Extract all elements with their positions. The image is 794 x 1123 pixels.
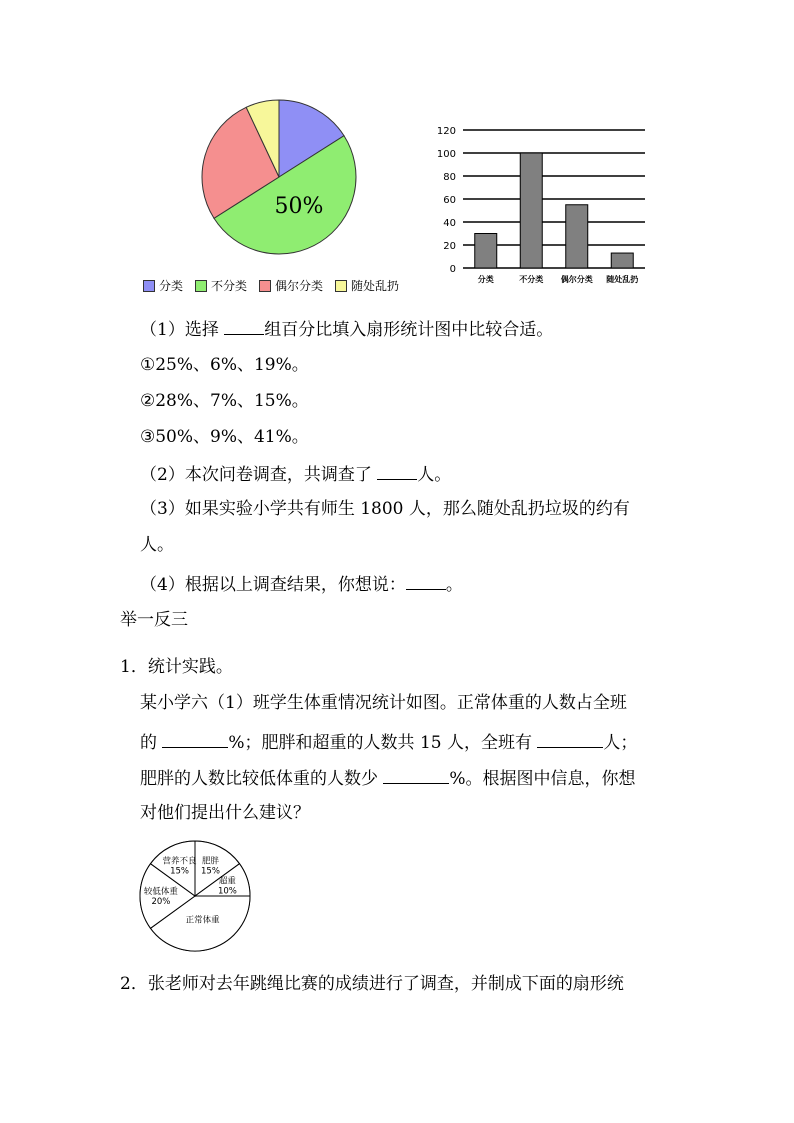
slice-value-label: 15%: [170, 866, 189, 877]
bar-3: [566, 205, 588, 268]
answer-blank[interactable]: [162, 729, 228, 748]
option-1: ①25%、6%、19%。: [140, 355, 309, 375]
weight-pie-chart: [138, 836, 258, 956]
slice-name-label: 超重: [218, 876, 236, 887]
garbage-bar-chart: [425, 118, 665, 290]
x-tick-label: 偶尔分类: [560, 275, 593, 284]
question-1: （1）选择 组百分比填入扇形统计图中比较合适。: [140, 316, 553, 342]
problem-1-line-1: 某小学六（1）班学生体重情况统计如图。正常体重的人数占全班: [140, 693, 627, 713]
slice-name-label: 正常体重: [185, 915, 220, 926]
question-3: （3）如果实验小学共有师生 1800 人，那么随处乱扔垃圾的约有: [140, 499, 630, 519]
garbage-pie-chart: [195, 95, 365, 260]
legend-item: 不分类: [195, 279, 247, 293]
answer-blank[interactable]: [406, 571, 446, 590]
legend-swatch: [335, 280, 347, 292]
y-tick-label: 20: [443, 241, 456, 252]
y-tick-label: 120: [436, 126, 456, 137]
answer-blank[interactable]: [383, 765, 449, 784]
problem-1-line-2: 的 %；肥胖和超重的人数共 15 人，全班有 人；: [140, 729, 637, 755]
legend-swatch: [195, 280, 207, 292]
y-tick-label: 80: [443, 172, 456, 183]
legend-item: 分类: [143, 279, 183, 293]
answer-blank[interactable]: [224, 316, 264, 335]
question-4: （4）根据以上调查结果，你想说： 。: [140, 571, 463, 597]
pie-legend: [143, 279, 399, 293]
problem-2: 2．张老师对去年跳绳比赛的成绩进行了调查，并制成下面的扇形统: [120, 974, 624, 994]
y-tick-label: 40: [443, 218, 456, 229]
question-3-cont: 人。: [140, 535, 174, 555]
option-3: ③50%、9%、41%。: [140, 427, 309, 447]
answer-blank[interactable]: [537, 729, 603, 748]
answer-blank[interactable]: [377, 461, 417, 480]
slice-value-label: 20%: [151, 897, 171, 907]
legend-item: 随处乱扔: [335, 279, 399, 293]
problem-1-title: 1．统计实践。: [120, 657, 233, 677]
legend-swatch: [143, 280, 155, 292]
problem-1-line-4: 对他们提出什么建议？: [140, 803, 310, 823]
problem-1-line-3: 肥胖的人数比较低体重的人数少 %。根据图中信息，你想: [140, 765, 636, 791]
bar-4: [611, 253, 633, 268]
slice-value-label: 10%: [217, 886, 237, 897]
slice-name-label: 营养不良: [162, 856, 197, 867]
legend-item: 偶尔分类: [259, 279, 323, 293]
slice-value-label: 15%: [201, 866, 220, 877]
y-tick-label: 100: [436, 149, 456, 160]
bar-2: [520, 153, 542, 268]
bar-1: [475, 234, 497, 269]
option-2: ②28%、7%、15%。: [140, 391, 309, 411]
x-tick-label: 分类: [477, 275, 494, 284]
y-tick-label: 60: [443, 195, 456, 206]
question-2: （2）本次问卷调查，共调查了 人。: [140, 461, 451, 487]
y-tick-label: 0: [449, 264, 456, 275]
x-tick-label: 不分类: [519, 275, 544, 284]
section-heading: 举一反三: [120, 610, 188, 630]
pie-center-label: 50%: [274, 194, 324, 219]
x-tick-label: 随处乱扔: [606, 275, 639, 284]
legend-swatch: [259, 280, 271, 292]
slice-name-label: 较低体重: [143, 887, 178, 897]
slice-name-label: 肥胖: [201, 856, 219, 867]
